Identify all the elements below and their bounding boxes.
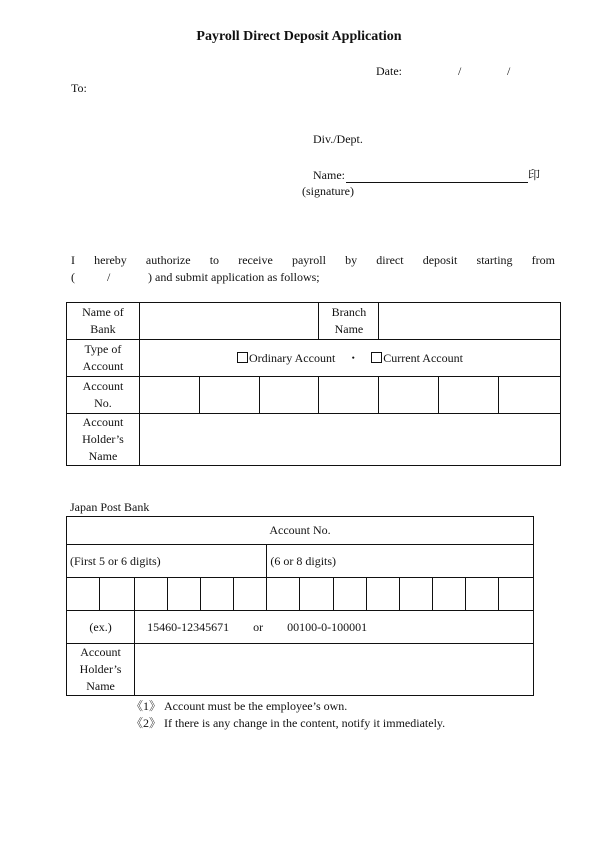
example-values	[135, 611, 534, 644]
post-digit-cell[interactable]	[366, 578, 399, 611]
post-account-holder-input[interactable]	[135, 644, 534, 696]
form-title: Payroll Direct Deposit Application	[196, 29, 402, 44]
post-digit-cell[interactable]	[399, 578, 432, 611]
signature-line[interactable]	[346, 169, 528, 183]
note-2: 《2》 If there is any change in the content, notify it immediately.	[131, 716, 446, 730]
first-digits-label: (First 5 or 6 digits)	[67, 545, 267, 578]
branch-name-input[interactable]	[379, 303, 561, 340]
bank-name-label: Name of Bank	[67, 303, 140, 340]
note-1: 《1》 Account must be the employee’s own.	[131, 699, 348, 713]
post-account-no-header: Account No.	[67, 517, 534, 545]
account-digit-cell[interactable]	[499, 377, 561, 414]
japan-post-bank-heading: Japan Post Bank	[70, 500, 150, 514]
account-holder-label: Account Holder’s Name	[67, 414, 140, 466]
account-type-options	[139, 340, 560, 377]
post-digit-cell[interactable]	[498, 578, 533, 611]
post-account-holder-label: Account Holder’s Name	[67, 644, 135, 696]
post-digit-cell[interactable]	[201, 578, 234, 611]
example-value-1: 15460-12345671	[147, 619, 230, 634]
current-account-label: Current Account	[383, 350, 463, 365]
example-label: (ex.)	[67, 611, 135, 644]
authorization-text-line2	[71, 270, 320, 285]
account-holder-input[interactable]	[139, 414, 560, 466]
date-field	[376, 64, 511, 79]
account-digit-cell[interactable]	[259, 377, 319, 414]
authorization-text: I hereby authorize to receive payroll by direct deposit starting from	[71, 253, 555, 267]
post-digit-cell[interactable]	[67, 578, 100, 611]
seal-mark: 印	[528, 168, 541, 182]
to-label: To:	[71, 81, 87, 95]
account-digit-cell[interactable]	[379, 377, 439, 414]
start-date-slash: /	[107, 270, 111, 284]
account-type-label: Type of Account	[67, 340, 140, 377]
ordinary-account-label: Ordinary Account	[248, 350, 336, 365]
start-date-open: (	[71, 270, 75, 284]
account-digit-cell[interactable]	[139, 377, 199, 414]
post-digit-cell[interactable]	[465, 578, 498, 611]
post-digit-cell[interactable]	[300, 578, 333, 611]
account-digit-cell[interactable]	[199, 377, 259, 414]
post-digit-cell[interactable]	[333, 578, 366, 611]
current-account-checkbox[interactable]	[371, 352, 382, 363]
post-digit-cell[interactable]	[267, 578, 300, 611]
last-digits-label: (6 or 8 digits)	[267, 545, 534, 578]
authorization-rest: ) and submit application as follows;	[148, 270, 320, 284]
date-separator: /	[507, 64, 511, 78]
signature-label: (signature)	[302, 184, 354, 198]
post-digit-cell[interactable]	[100, 578, 135, 611]
bank-account-table	[66, 302, 561, 466]
branch-name-label: Branch Name	[319, 303, 379, 340]
post-digit-cell[interactable]	[234, 578, 267, 611]
account-digit-cell[interactable]	[439, 377, 499, 414]
bank-name-input[interactable]	[139, 303, 319, 340]
account-digit-cell[interactable]	[319, 377, 379, 414]
account-no-label: Account No.	[67, 377, 140, 414]
ordinary-account-checkbox[interactable]	[237, 352, 248, 363]
example-value-2: 00100-0-100001	[287, 619, 368, 634]
option-separator: ・	[347, 350, 360, 365]
example-or: or	[253, 619, 264, 634]
date-label: Date:	[376, 64, 402, 78]
name-field	[313, 166, 540, 183]
post-bank-table	[66, 516, 534, 696]
div-dept-label: Div./Dept.	[313, 132, 363, 146]
post-digit-cell[interactable]	[135, 578, 168, 611]
name-label: Name:	[313, 168, 345, 182]
date-separator: /	[458, 64, 462, 78]
post-digit-cell[interactable]	[168, 578, 201, 611]
post-digit-cell[interactable]	[432, 578, 465, 611]
